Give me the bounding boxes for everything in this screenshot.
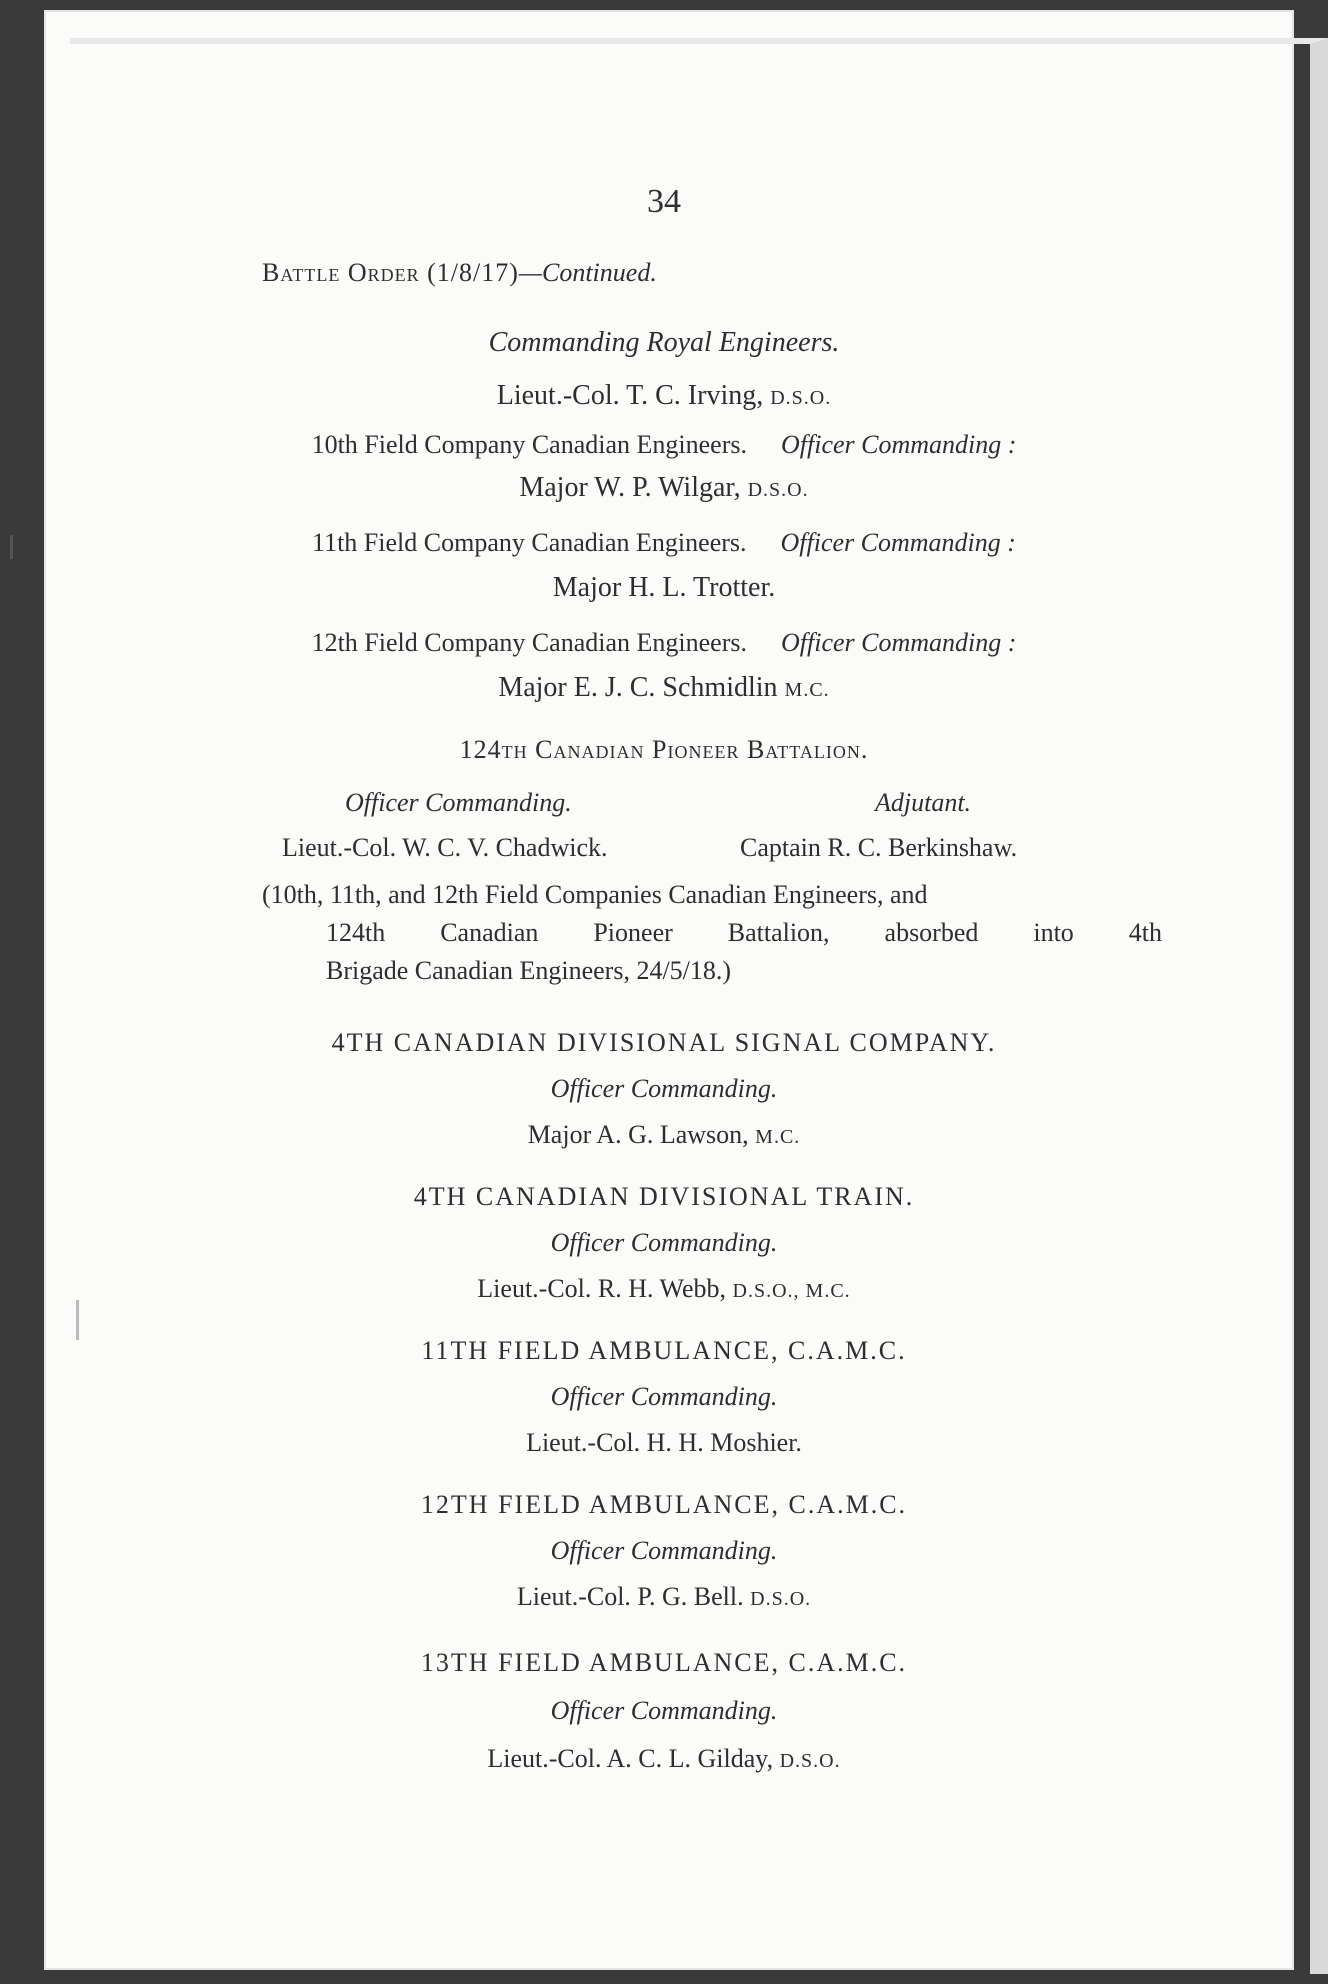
unit-name: 10th Field Company Canadian Engineers. [311, 430, 747, 459]
officer-honours: D.S.O. [779, 1750, 841, 1772]
section-officer [0, 1582, 1328, 1612]
officer-name: Lieut.-Col. T. C. Irving, [496, 380, 764, 411]
officer-honours: D.S.O. [750, 1588, 812, 1610]
unit-role: Officer Commanding : [780, 528, 1016, 557]
officer-honours: D.S.O., M.C. [732, 1280, 851, 1302]
pioneers-heading: 124th Canadian Pioneer Battalion. [459, 735, 869, 764]
section-role: Officer Commanding. [550, 1696, 778, 1725]
section-role: Officer Commanding. [550, 1228, 778, 1257]
officer-name: Lieut.-Col. P. G. Bell. [516, 1582, 744, 1611]
running-header [262, 258, 657, 288]
pioneers-role-right: Adjutant. [875, 788, 972, 817]
section-heading: 13TH FIELD AMBULANCE, C.A.M.C. [420, 1648, 908, 1677]
pioneers-role-left: Officer Commanding. [345, 788, 572, 817]
officer-honours: M.C. [784, 679, 830, 701]
officer-honours: D.S.O. [770, 387, 832, 409]
officer-name: Major W. P. Wilgar, [519, 472, 741, 503]
section-officer [0, 1428, 1328, 1458]
unit-officer [0, 672, 1328, 704]
pioneers-note-line: (10th, 11th, and 12th Field Companies Canadian Engineers, and [262, 880, 928, 909]
unit-line [0, 528, 1328, 558]
section-role: Officer Commanding. [550, 1536, 778, 1565]
section-heading: 11TH FIELD AMBULANCE, C.A.M.C. [421, 1336, 907, 1365]
unit-role: Officer Commanding : [781, 628, 1017, 657]
unit-name: 12th Field Company Canadian Engineers. [311, 628, 747, 657]
section-heading: 4TH CANADIAN DIVISIONAL SIGNAL COMPANY. [331, 1028, 997, 1057]
unit-line [0, 628, 1328, 658]
officer-name: Lieut.-Col. H. H. Moshier. [526, 1428, 802, 1457]
officer-name: Lieut.-Col. A. C. L. Gilday, [487, 1744, 774, 1773]
unit-role: Officer Commanding : [781, 430, 1017, 459]
engineers-commander [0, 380, 1328, 412]
section-officer [0, 1274, 1328, 1304]
officer-honours: D.S.O. [747, 479, 809, 501]
header-title: Battle Order (1/8/17) [262, 258, 519, 287]
officer-name: Major E. J. C. Schmidlin [498, 672, 778, 703]
section-officer [0, 1744, 1328, 1774]
pioneers-officer-left: Lieut.-Col. W. C. V. Chadwick. [282, 833, 608, 862]
section-heading: 12TH FIELD AMBULANCE, C.A.M.C. [420, 1490, 908, 1519]
page-number: 34 [647, 183, 681, 220]
unit-name: 11th Field Company Canadian Engineers. [312, 528, 747, 557]
officer-name: Lieut.-Col. R. H. Webb, [477, 1274, 727, 1303]
header-continued: —Continued. [518, 258, 657, 287]
officer-honours: M.C. [755, 1126, 801, 1148]
unit-officer [0, 472, 1328, 504]
pioneers-note-line: 124th Canadian Pioneer Battalion, absorbed into 4th [326, 918, 1162, 947]
officer-name: Major A. G. Lawson, [527, 1120, 749, 1149]
officer-name: Major H. L. Trotter. [552, 572, 776, 603]
pioneers-officer-right: Captain R. C. Berkinshaw. [740, 833, 1018, 862]
section-role: Officer Commanding. [550, 1382, 778, 1411]
section-heading: 4TH CANADIAN DIVISIONAL TRAIN. [413, 1182, 915, 1211]
engineers-heading: Commanding Royal Engineers. [488, 327, 840, 358]
pioneers-note-line: Brigade Canadian Engineers, 24/5/18.) [326, 956, 732, 985]
unit-line [0, 430, 1328, 460]
section-officer [0, 1120, 1328, 1150]
unit-officer [0, 572, 1328, 604]
section-role: Officer Commanding. [550, 1074, 778, 1103]
